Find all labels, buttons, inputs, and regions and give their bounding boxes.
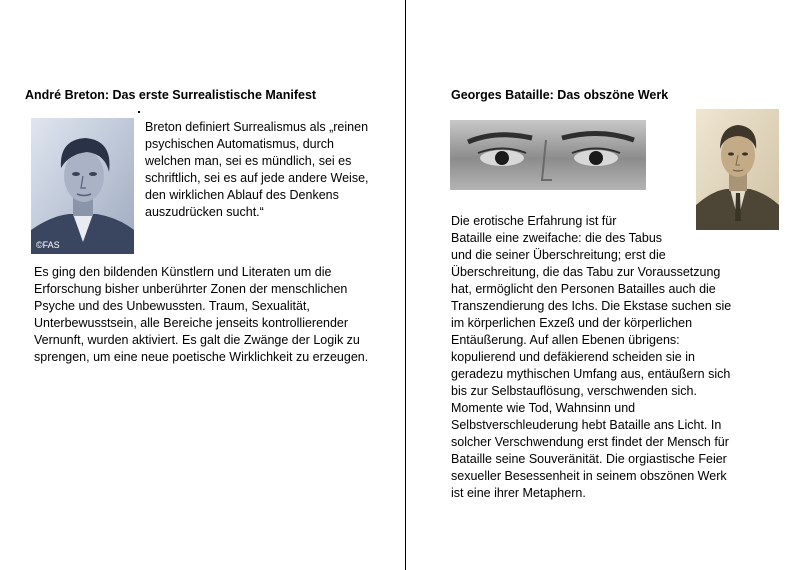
body-line: Transzendierung des Ichs. Die Ekstase suchen sie bbox=[451, 299, 732, 313]
bataille-eyes-image bbox=[450, 120, 646, 190]
bataille-heading: Georges Bataille: Das obszöne Werk bbox=[451, 88, 669, 102]
body-line: geradezu mythischen Umfang aus, entäußern sich bbox=[451, 367, 731, 381]
body-line: und die seiner Überschreitung; erst die bbox=[451, 248, 666, 262]
page-divider bbox=[405, 0, 406, 570]
body-line: Bataille seine Souveränität. Die orgiastische Feier bbox=[451, 452, 727, 466]
breton-quote: Breton definiert Surrealismus als „reinen psychischen Automatismus, durch welchen man, sei es mündlich, sei es schriftlich, sei es auf jede andere Weise, den wirklichen Ablauf des Denkens auszudrücken sucht.“ bbox=[145, 120, 369, 219]
breton-portrait-image bbox=[31, 118, 134, 254]
bataille-body bbox=[451, 213, 771, 502]
body-line: Entäußerung. Auf allen Ebenen übrigens: bbox=[451, 333, 680, 347]
photo-caption: ©FAS bbox=[36, 240, 60, 250]
body-line: Überschreitung, die das Tabu zur Voraussetzung bbox=[451, 265, 721, 279]
bataille-portrait-image bbox=[696, 109, 779, 230]
breton-body: Es ging den bildenden Künstlern und Literaten um die Erforschung bisher unberührter Zonen der menschlichen Psyche und des Unbewussten. Traum, Sexualität, Unterbewusstsein, alle Bereiche jenseits kontrollierender Vernunft, wurden aktiviert. Es galt die Zwänge der Logik zu sprengen, um eine neue poetische Wirklichkeit zu erzeugen. bbox=[34, 265, 369, 364]
body-line: kopulierend und defäkierend scheiden sie in bbox=[451, 350, 695, 364]
body-line: solcher Verschwendung erst findet der Mensch für bbox=[451, 435, 729, 449]
body-line: hat, ermöglicht den Personen Batailles auch die bbox=[451, 282, 716, 296]
body-line: ist eine ihrer Metaphern. bbox=[451, 486, 586, 500]
stray-dot bbox=[138, 111, 140, 113]
body-line: Selbstverschleuderung hebt Bataille ans Licht. In bbox=[451, 418, 722, 432]
body-line: bis zur Selbstauflösung, verschwenden sich. bbox=[451, 384, 697, 398]
breton-heading: André Breton: Das erste Surrealistische Manifest bbox=[25, 88, 317, 102]
body-line: Bataille eine zweifache: die des Tabus bbox=[451, 231, 663, 245]
body-line: im körperlichen Exzeß und der körperlichen bbox=[451, 316, 693, 330]
body-line: Momente wie Tod, Wahnsinn und bbox=[451, 401, 636, 415]
body-line: sexueller Besessenheit in seinem obszönen Werk bbox=[451, 469, 727, 483]
body-line: Die erotische Erfahrung ist für bbox=[451, 214, 617, 228]
